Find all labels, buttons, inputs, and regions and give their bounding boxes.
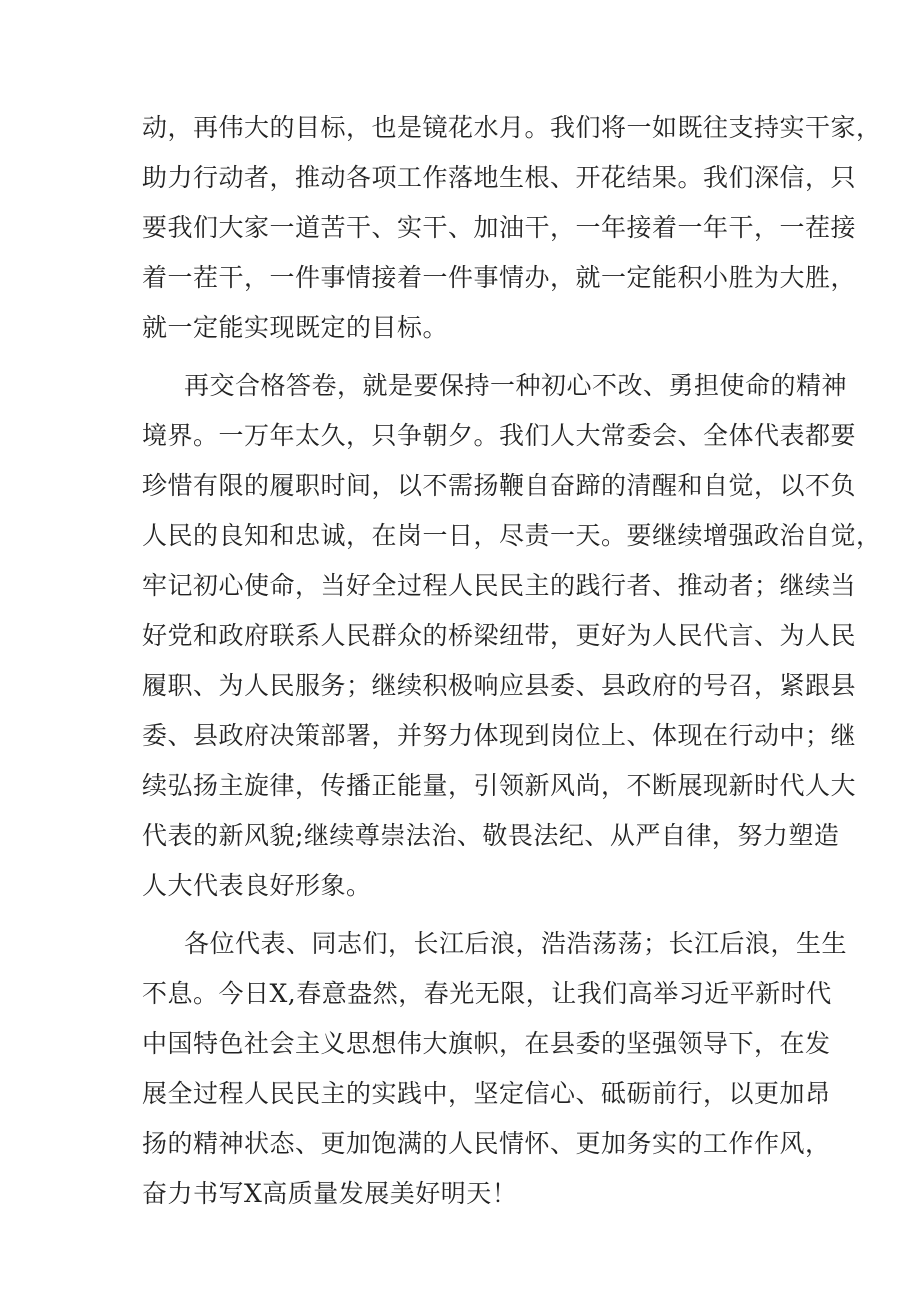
paragraph-3-line-4: 展全过程人民民主的实践中，坚定信心、砥砺前行，以更加昂 <box>142 1079 831 1108</box>
paragraph-gap <box>142 353 792 361</box>
paragraph-2-line-10: 代表的新风貌;继续尊崇法治、敬畏法纪、从严自律，努力塑造 <box>142 821 840 850</box>
paragraph-2-line-5: 牢记初心使命，当好全过程人民民主的践行者、推动者；继续当 <box>142 571 857 600</box>
paragraph-2-line-6: 好党和政府联系人民群众的桥梁纽带，更好为人民代言、为人民 <box>142 621 857 650</box>
paragraph-1-line-4: 着一茬干，一件事情接着一件事情办，就一定能积小胜为大胜， <box>142 263 857 292</box>
paragraph-3-line-5: 扬的精神状态、更加饱满的人民情怀、更加务实的工作作风， <box>142 1129 831 1158</box>
document-body <box>142 103 882 1219</box>
paragraph-2-line-9: 续弘扬主旋律，传播正能量，引领新风尚，不断展现新时代人大 <box>142 771 857 800</box>
paragraph-3-line-3: 中国特色社会主义思想伟大旗帜，在县委的坚强领导下，在发 <box>142 1029 831 1058</box>
paragraph-1-line-3: 要我们大家一道苦干、实干、加油干，一年接着一年干，一茬接 <box>142 213 857 242</box>
paragraph-1-line-2: 助力行动者，推动各项工作落地生根、开花结果。我们深信，只 <box>142 163 857 192</box>
paragraph-3-line-1: 各位代表、同志们，长江后浪，浩浩荡荡；长江后浪，生生 <box>184 929 848 958</box>
paragraph-2-line-3: 珍惜有限的履职时间，以不需扬鞭自奋蹄的清醒和自觉，以不负 <box>142 471 857 500</box>
paragraph-2-line-4: 人民的良知和忠诚，在岗一日，尽责一天。要继续增强政治自觉， <box>142 521 882 550</box>
paragraph-3-line-2: 不息。今日X,春意盎然，春光无限，让我们高举习近平新时代 <box>142 979 832 1008</box>
paragraph-3-line-6: 奋力书写X高质量发展美好明天！ <box>142 1179 518 1208</box>
paragraph-2-line-1: 再交合格答卷，就是要保持一种初心不改、勇担使命的精神 <box>184 371 848 400</box>
paragraph-2-line-8: 委、县政府决策部署，并努力体现到岗位上、体现在行动中；继 <box>142 721 857 750</box>
paragraph-gap <box>142 911 792 919</box>
paragraph-1-line-1: 动，再伟大的目标，也是镜花水月。我们将一如既往支持实干家， <box>142 113 882 142</box>
paragraph-2-line-2: 境界。一万年太久，只争朝夕。我们人大常委会、全体代表都要 <box>142 421 857 450</box>
paragraph-2-line-11: 人大代表良好形象。 <box>142 871 372 900</box>
paragraph-2-line-7: 履职、为人民服务；继续积极响应县委、县政府的号召，紧跟县 <box>142 671 857 700</box>
paragraph-1-line-5: 就一定能实现既定的目标。 <box>142 313 449 342</box>
